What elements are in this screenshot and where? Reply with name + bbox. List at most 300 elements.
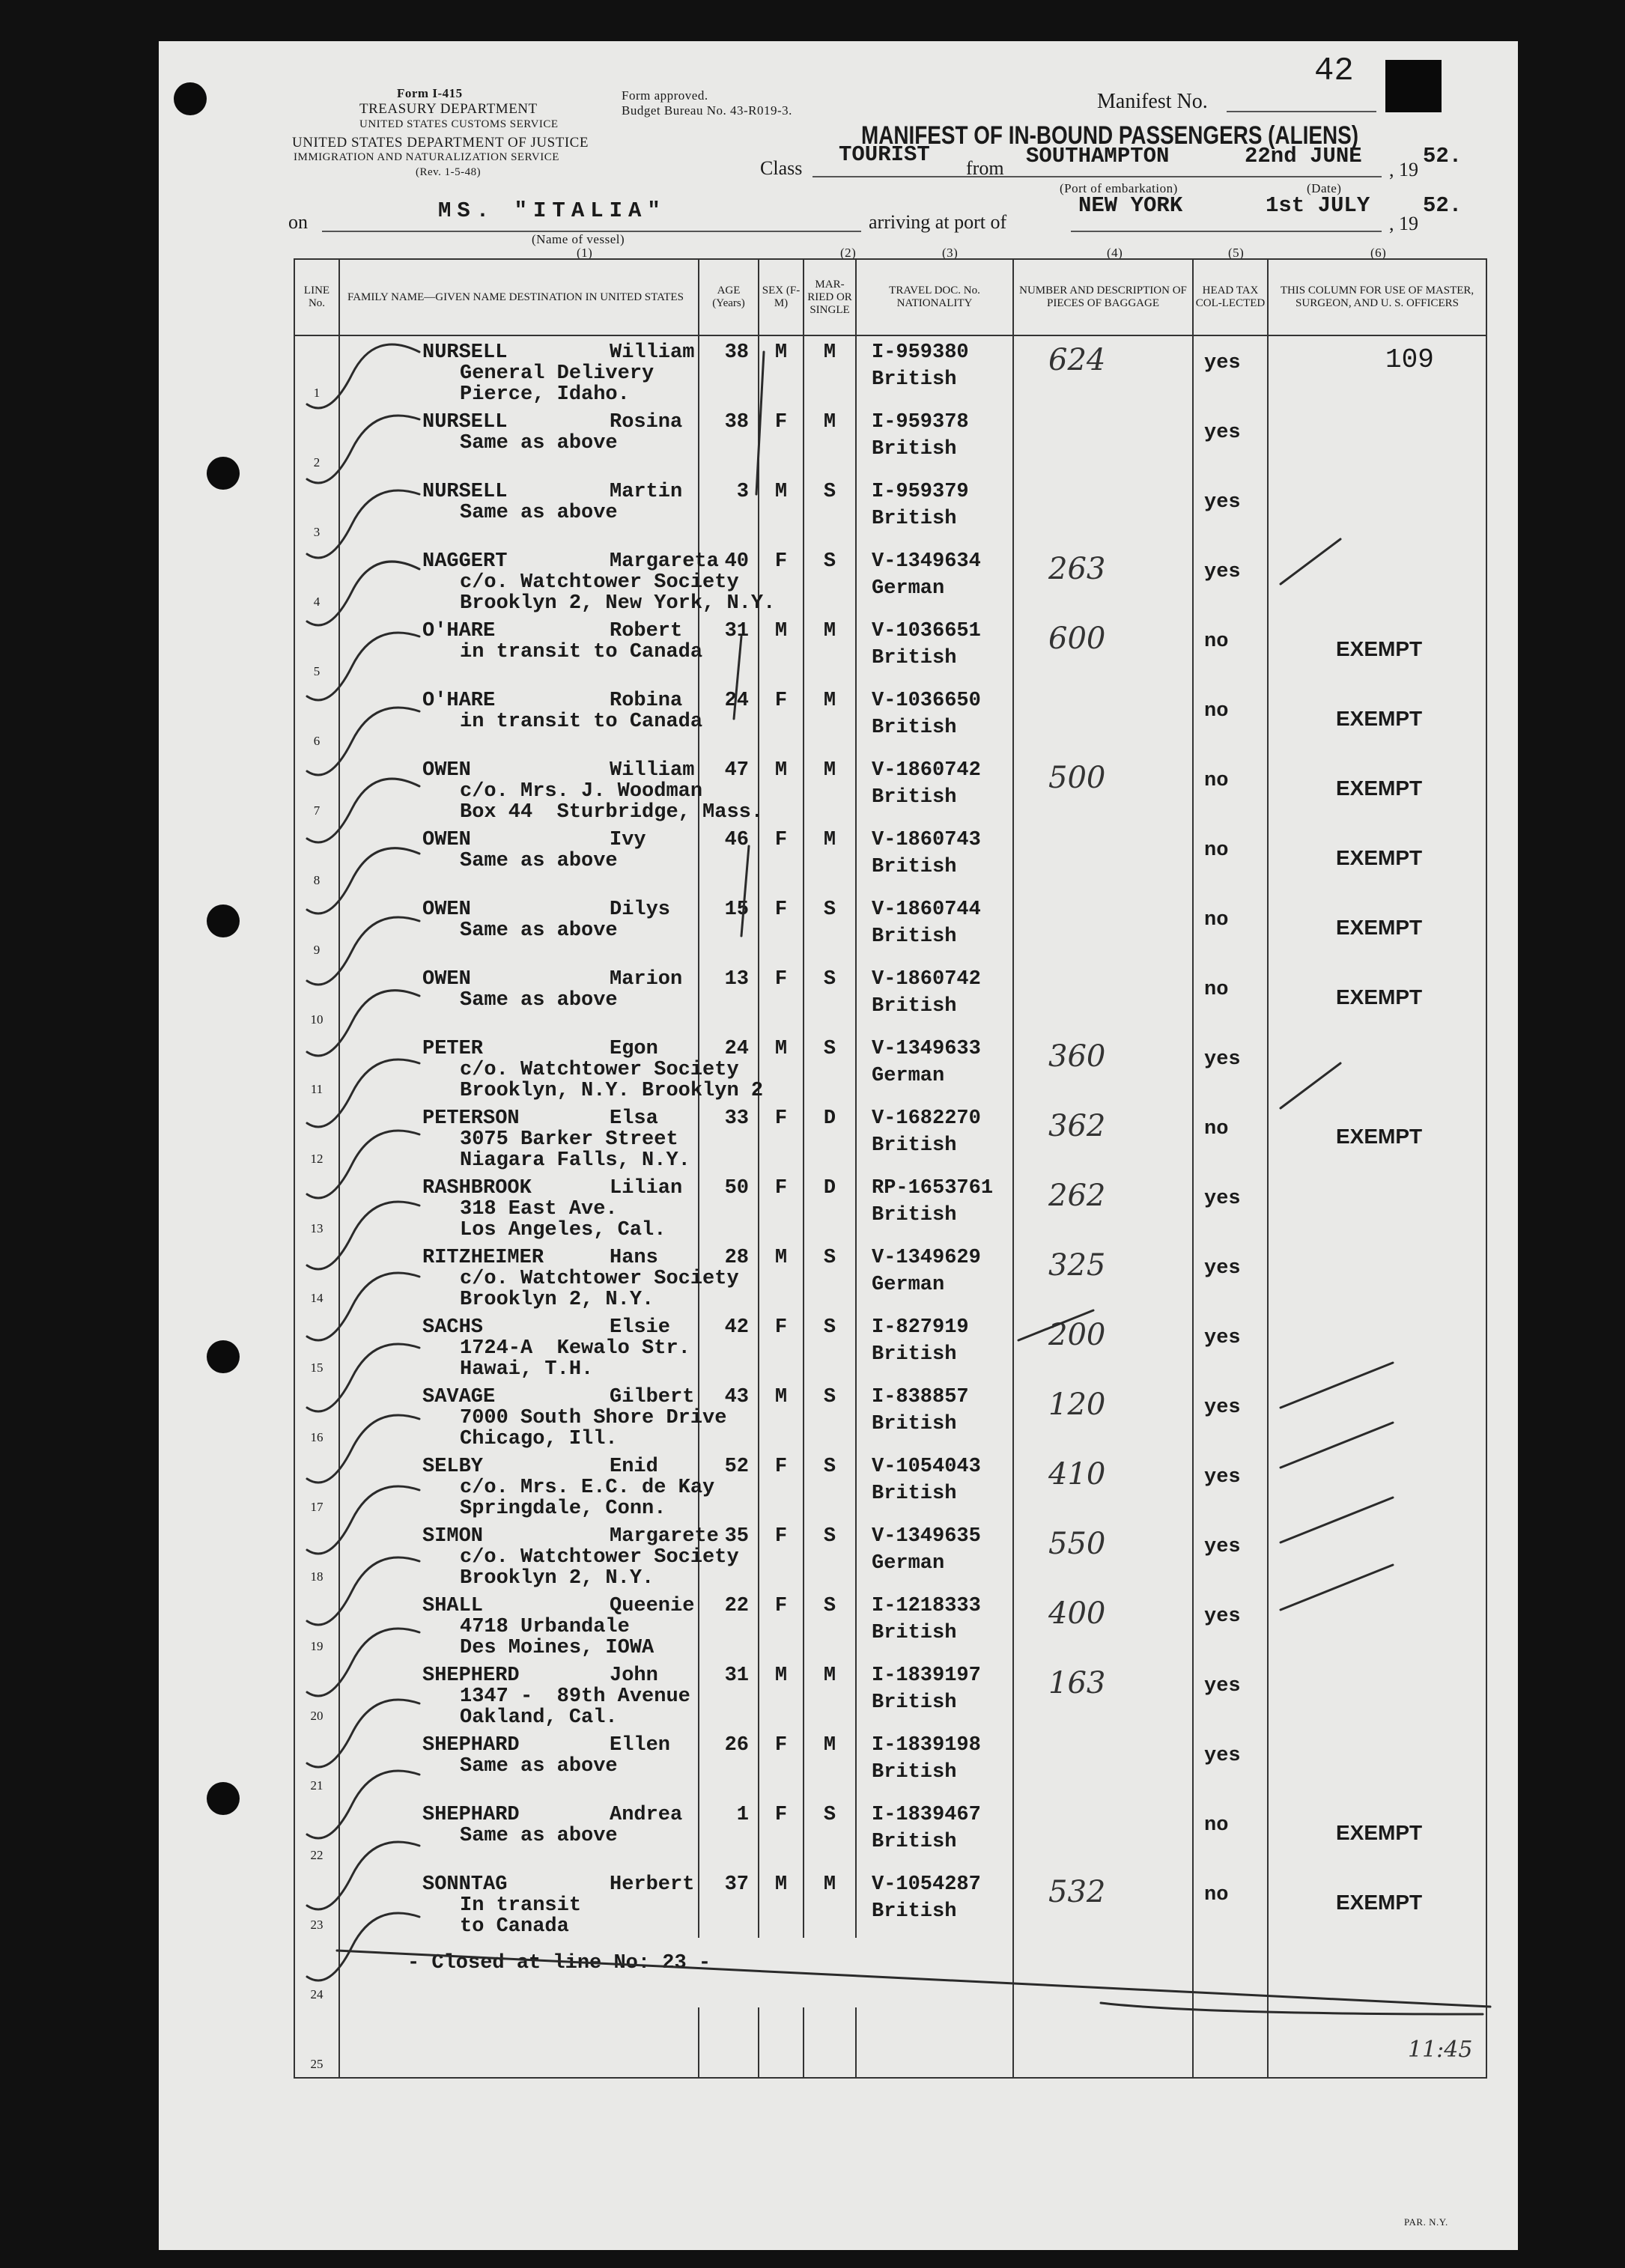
age: 40	[724, 550, 749, 573]
line-number: 19	[310, 1639, 324, 1653]
line-number: 21	[310, 1778, 324, 1793]
col-num-5: (5)	[1228, 246, 1245, 260]
form-number: Form I-415	[397, 86, 463, 100]
destination-line-1: Same as above	[460, 1755, 618, 1778]
line-number: 22	[310, 1848, 324, 1862]
nationality: British	[872, 1691, 957, 1714]
head-tax: yes	[1204, 1396, 1241, 1419]
nationality: British	[872, 1204, 957, 1226]
marital-status: S	[823, 550, 836, 573]
baggage-count: 200	[1048, 1318, 1106, 1352]
arrival-port: NEW YORK	[1078, 193, 1183, 218]
manifest-no-label: Manifest No.	[1097, 90, 1208, 113]
destination-line-2: Niagara Falls, N.Y.	[460, 1149, 690, 1172]
travel-doc-number: I-959380	[872, 341, 969, 364]
col-head-tax: HEAD TAX COL-LECTED	[1193, 259, 1268, 335]
marital-status: D	[823, 1177, 836, 1200]
given-name: Marion	[610, 968, 683, 991]
line-number: 12	[310, 1152, 324, 1166]
sex: F	[774, 1804, 788, 1826]
head-tax: no	[1204, 630, 1229, 653]
exempt-stamp: EXEMPT	[1336, 776, 1423, 800]
nationality: British	[872, 1343, 957, 1366]
class-value: TOURIST	[839, 142, 930, 167]
given-name: Queenie	[610, 1595, 695, 1617]
head-tax: yes	[1204, 1188, 1241, 1210]
sex: M	[774, 759, 788, 782]
nationality: British	[872, 995, 957, 1018]
sex: M	[774, 481, 788, 503]
travel-doc-number: V-1036650	[872, 690, 981, 712]
sex: M	[774, 1664, 788, 1687]
destination-line-1: 4718 Urbandale	[460, 1616, 630, 1638]
head-tax: yes	[1204, 1048, 1241, 1071]
line-number: 20	[310, 1709, 324, 1723]
exempt-stamp: EXEMPT	[1336, 846, 1423, 869]
line-number: 8	[313, 873, 321, 887]
age: 24	[724, 1038, 749, 1060]
head-tax: yes	[1204, 561, 1241, 583]
age: 42	[724, 1316, 749, 1339]
date-caption: (Date)	[1307, 181, 1342, 195]
family-name: SELBY	[422, 1456, 484, 1478]
family-name: SAVAGE	[422, 1386, 496, 1408]
destination-line-1: In transit	[460, 1894, 582, 1917]
age: 37	[724, 1873, 749, 1896]
given-name: Robina	[610, 690, 683, 712]
nationality: British	[872, 1483, 957, 1505]
col-baggage: NUMBER AND DESCRIPTION OF PIECES OF BAGGAGE	[1013, 259, 1193, 335]
destination-line-1: c/o. Watchtower Society	[460, 1268, 739, 1290]
head-tax: no	[1204, 700, 1229, 723]
from-year: 52.	[1423, 144, 1462, 168]
nationality: British	[872, 717, 957, 739]
age: 31	[724, 620, 749, 642]
baggage-count: 600	[1048, 621, 1106, 656]
destination-line-1: c/o. Mrs. J. Woodman	[460, 780, 703, 803]
marital-status: S	[823, 1386, 836, 1408]
line-number: 10	[310, 1012, 324, 1027]
family-name: NURSELL	[422, 481, 508, 503]
destination-line-2: Brooklyn 2, N.Y.	[460, 1289, 654, 1311]
sex: F	[774, 550, 788, 573]
sex: F	[774, 1734, 788, 1757]
sex: M	[774, 1386, 788, 1408]
nationality: British	[872, 1831, 957, 1853]
family-name: SIMON	[422, 1525, 484, 1548]
marital-status: M	[823, 1873, 836, 1896]
nationality: British	[872, 508, 957, 530]
head-tax: no	[1204, 1884, 1229, 1906]
exempt-stamp: EXEMPT	[1336, 916, 1423, 939]
exempt-stamp: EXEMPT	[1336, 985, 1423, 1009]
officer-note-number: 109	[1385, 344, 1434, 375]
marital-status: S	[823, 1456, 836, 1478]
given-name: Enid	[610, 1456, 658, 1478]
age: 13	[724, 968, 749, 991]
from-date: 22nd JUNE	[1245, 144, 1362, 168]
baggage-count: 120	[1048, 1387, 1106, 1422]
on-label: on	[288, 211, 308, 233]
destination-line-2: Los Angeles, Cal.	[460, 1219, 666, 1241]
travel-doc-number: V-1860742	[872, 968, 981, 991]
printer-mark: PAR. N.Y.	[1404, 2216, 1448, 2228]
marital-status: D	[823, 1107, 836, 1130]
destination-line-2: Hawai, T.H.	[460, 1358, 594, 1381]
given-name: Ivy	[610, 829, 646, 851]
col-num-2: (2)	[840, 246, 857, 260]
exempt-stamp: EXEMPT	[1336, 1891, 1423, 1914]
head-tax: yes	[1204, 491, 1241, 514]
line-number: 16	[310, 1430, 324, 1444]
age: 38	[724, 341, 749, 364]
exempt-stamp: EXEMPT	[1336, 637, 1423, 660]
sex: F	[774, 411, 788, 434]
travel-doc-number: V-1860744	[872, 899, 981, 921]
given-name: Dilys	[610, 899, 671, 921]
col-num-3: (3)	[942, 246, 959, 260]
from-label: from	[966, 157, 1004, 179]
marital-status: S	[823, 1804, 836, 1826]
family-name: SACHS	[422, 1316, 484, 1339]
nationality: British	[872, 1622, 957, 1644]
travel-doc-number: I-827919	[872, 1316, 969, 1339]
col-officers: THIS COLUMN FOR USE OF MASTER, SURGEON, AND U. S. OFFICERS	[1268, 259, 1486, 335]
line-number: 3	[313, 525, 321, 539]
head-tax: yes	[1204, 422, 1241, 444]
family-name: SHALL	[422, 1595, 484, 1617]
treasury-dept: TREASURY DEPARTMENT	[359, 101, 538, 117]
sex: F	[774, 1595, 788, 1617]
nationality: German	[872, 1065, 945, 1087]
destination-line-1: in transit to Canada	[460, 641, 703, 663]
marital-status: M	[823, 341, 836, 364]
justice-dept: UNITED STATES DEPARTMENT OF JUSTICE	[292, 135, 589, 151]
port-embark-caption: (Port of embarkation)	[1060, 181, 1178, 195]
travel-doc-number: I-959379	[872, 481, 969, 503]
line-number: 25	[310, 2057, 324, 2071]
arrival-date: 1st JULY	[1266, 193, 1370, 218]
marital-status: M	[823, 411, 836, 434]
baggage-count: 400	[1048, 1596, 1106, 1631]
destination-line-1: Same as above	[460, 989, 618, 1012]
family-name: NAGGERT	[422, 550, 508, 573]
head-tax: yes	[1204, 1327, 1241, 1349]
travel-doc-number: I-1839198	[872, 1734, 981, 1757]
age: 3	[736, 481, 749, 503]
age: 38	[724, 411, 749, 434]
nationality: British	[872, 1761, 957, 1784]
ins-service: IMMIGRATION AND NATURALIZATION SERVICE	[294, 151, 559, 163]
destination-line-1: 7000 South Shore Drive	[460, 1407, 727, 1429]
destination-line-1: Same as above	[460, 919, 618, 942]
travel-doc-number: V-1054287	[872, 1873, 981, 1896]
travel-doc-number: I-959378	[872, 411, 969, 434]
marital-status: S	[823, 1038, 836, 1060]
nationality: British	[872, 1134, 957, 1157]
year-prefix: , 19	[1389, 159, 1418, 180]
baggage-count: 163	[1048, 1666, 1106, 1700]
marital-status: S	[823, 1595, 836, 1617]
family-name: SHEPHARD	[422, 1804, 520, 1826]
destination-line-1: Same as above	[460, 502, 618, 524]
head-tax: yes	[1204, 1745, 1241, 1767]
arriving-label: arriving at port of	[869, 211, 1007, 233]
marital-status: S	[823, 1316, 836, 1339]
given-name: Hans	[610, 1247, 658, 1269]
travel-doc-number: V-1349634	[872, 550, 981, 573]
destination-line-2: Brooklyn, N.Y. Brooklyn 2	[460, 1080, 764, 1102]
exempt-stamp: EXEMPT	[1336, 1821, 1423, 1844]
family-name: NURSELL	[422, 341, 508, 364]
destination-line-1: 318 East Ave.	[460, 1198, 618, 1220]
col-name: FAMILY NAME—GIVEN NAME DESTINATION IN UNITED STATES	[339, 259, 699, 335]
marital-status: M	[823, 759, 836, 782]
destination-line-1: c/o. Mrs. E.C. de Kay	[460, 1477, 715, 1499]
travel-doc-number: V-1054043	[872, 1456, 981, 1478]
given-name: Margarete	[610, 1525, 719, 1548]
line-number: 7	[313, 803, 321, 818]
nationality: British	[872, 856, 957, 878]
family-name: NURSELL	[422, 411, 508, 434]
age: 50	[724, 1177, 749, 1200]
head-tax: no	[1204, 839, 1229, 862]
head-tax: no	[1204, 1814, 1229, 1837]
sex: F	[774, 1525, 788, 1548]
given-name: Martin	[610, 481, 683, 503]
destination-line-2: Springdale, Conn.	[460, 1498, 666, 1520]
col-sex: SEX (F-M)	[759, 259, 804, 335]
travel-doc-number: V-1349629	[872, 1247, 981, 1269]
line-number: 15	[310, 1361, 324, 1375]
sex: F	[774, 899, 788, 921]
travel-doc-number: V-1036651	[872, 620, 981, 642]
col-num-4: (4)	[1107, 246, 1123, 260]
family-name: SHEPHERD	[422, 1664, 520, 1687]
given-name: William	[610, 341, 695, 364]
baggage-count: 262	[1048, 1179, 1106, 1213]
line-number: 14	[310, 1291, 324, 1305]
family-name: O'HARE	[422, 620, 496, 642]
destination-line-1: in transit to Canada	[460, 711, 703, 733]
family-name: SHEPHARD	[422, 1734, 520, 1757]
destination-line-1: Same as above	[460, 432, 618, 454]
given-name: Andrea	[610, 1804, 683, 1826]
destination-line-1: c/o. Watchtower Society	[460, 571, 739, 594]
age: 33	[724, 1107, 749, 1130]
marital-status: M	[823, 690, 836, 712]
page-number: 42	[1314, 52, 1354, 90]
nationality: British	[872, 368, 957, 391]
destination-line-1: 1724-A Kewalo Str.	[460, 1337, 690, 1360]
head-tax: no	[1204, 770, 1229, 792]
sex: F	[774, 1456, 788, 1478]
given-name: Gilbert	[610, 1386, 695, 1408]
given-name: Ellen	[610, 1734, 671, 1757]
marital-status: M	[823, 1664, 836, 1687]
travel-doc-number: I-1839467	[872, 1804, 981, 1826]
destination-line-2: Box 44 Sturbridge, Mass.	[460, 801, 764, 824]
baggage-count: 500	[1048, 761, 1106, 795]
age: 22	[724, 1595, 749, 1617]
age: 47	[724, 759, 749, 782]
marital-status: S	[823, 481, 836, 503]
destination-line-2: Brooklyn 2, New York, N.Y.	[460, 592, 776, 615]
family-name: RASHBROOK	[422, 1177, 532, 1200]
line-number: 18	[310, 1569, 324, 1584]
destination-line-1: General Delivery	[460, 362, 654, 385]
nationality: German	[872, 577, 945, 600]
sex: M	[774, 1873, 788, 1896]
age: 31	[724, 1664, 749, 1687]
exempt-stamp: EXEMPT	[1336, 1125, 1423, 1148]
travel-doc-number: V-1860743	[872, 829, 981, 851]
baggage-count: 624	[1048, 343, 1106, 377]
given-name: John	[610, 1664, 658, 1687]
manifest-title: MANIFEST OF IN-BOUND PASSENGERS (ALIENS)	[861, 121, 1358, 150]
family-name: OWEN	[422, 968, 471, 991]
destination-line-1: 3075 Barker Street	[460, 1128, 678, 1151]
head-tax: yes	[1204, 1605, 1241, 1628]
col-travel-doc: TRAVEL DOC. No. NATIONALITY	[856, 259, 1013, 335]
nationality: German	[872, 1274, 945, 1296]
line-number: 1	[313, 386, 321, 400]
sex: M	[774, 1038, 788, 1060]
travel-doc-number: I-1218333	[872, 1595, 981, 1617]
destination-line-2: Brooklyn 2, N.Y.	[460, 1567, 654, 1590]
sex: F	[774, 829, 788, 851]
line-number: 2	[313, 455, 321, 469]
given-name: Lilian	[610, 1177, 683, 1200]
head-tax: yes	[1204, 1675, 1241, 1697]
line-number: 13	[310, 1221, 324, 1235]
destination-line-1: c/o. Watchtower Society	[460, 1546, 739, 1569]
vessel-name: MS. "ITALIA"	[438, 198, 666, 223]
class-label: Class	[760, 157, 803, 179]
head-tax: yes	[1204, 352, 1241, 374]
marital-status: S	[823, 968, 836, 991]
given-name: Herbert	[610, 1873, 695, 1896]
marital-status: S	[823, 1247, 836, 1269]
from-port: SOUTHAMPTON	[1026, 144, 1170, 168]
baggage-count: 263	[1048, 552, 1106, 586]
nationality: British	[872, 438, 957, 460]
line-number: 17	[310, 1500, 324, 1514]
travel-doc-number: I-1839197	[872, 1664, 981, 1687]
travel-doc-number: V-1860742	[872, 759, 981, 782]
sex: M	[774, 620, 788, 642]
head-tax: no	[1204, 909, 1229, 931]
travel-doc-number: V-1349635	[872, 1525, 981, 1548]
age: 1	[736, 1804, 749, 1826]
vessel-caption: (Name of vessel)	[532, 232, 625, 246]
nationality: British	[872, 925, 957, 948]
family-name: O'HARE	[422, 690, 496, 712]
given-name: Elsie	[610, 1316, 671, 1339]
sex: F	[774, 1177, 788, 1200]
line-number: 6	[313, 734, 321, 748]
head-tax: yes	[1204, 1257, 1241, 1280]
col-married: MAR-RIED OR SINGLE	[804, 259, 856, 335]
customs-service: UNITED STATES CUSTOMS SERVICE	[359, 118, 559, 130]
head-tax: no	[1204, 1118, 1229, 1140]
family-name: OWEN	[422, 829, 471, 851]
family-name: OWEN	[422, 759, 471, 782]
destination-line-1: c/o. Watchtower Society	[460, 1059, 739, 1081]
marital-status: M	[823, 620, 836, 642]
head-tax: yes	[1204, 1466, 1241, 1489]
destination-line-2: Pierce, Idaho.	[460, 383, 630, 406]
head-tax: no	[1204, 979, 1229, 1001]
age: 26	[724, 1734, 749, 1757]
baggage-count: 532	[1048, 1875, 1106, 1909]
closed-at-line: - Closed at line No: 23 -	[407, 1952, 711, 1974]
destination-line-2: Oakland, Cal.	[460, 1706, 618, 1729]
col-line: LINE No.	[294, 259, 339, 335]
sex: F	[774, 1107, 788, 1130]
given-name: Elsa	[610, 1107, 658, 1130]
marital-status: M	[823, 829, 836, 851]
age: 28	[724, 1247, 749, 1269]
approved-note: Form approved.	[622, 88, 708, 103]
exempt-stamp: EXEMPT	[1336, 707, 1423, 730]
sex: M	[774, 341, 788, 364]
col-num-6: (6)	[1370, 246, 1387, 260]
family-name: RITZHEIMER	[422, 1247, 544, 1269]
nationality: British	[872, 1900, 957, 1923]
baggage-count: 410	[1048, 1457, 1106, 1492]
head-tax: yes	[1204, 1536, 1241, 1558]
sex: F	[774, 690, 788, 712]
destination-line-1: Same as above	[460, 1825, 618, 1847]
line-number: 4	[313, 595, 321, 609]
given-name: William	[610, 759, 695, 782]
marital-status: S	[823, 899, 836, 921]
sex: F	[774, 1316, 788, 1339]
destination-line-1: Same as above	[460, 850, 618, 872]
marital-status: S	[823, 1525, 836, 1548]
line-number: 24	[310, 1987, 324, 2001]
nationality: British	[872, 1413, 957, 1435]
given-name: Margareta	[610, 550, 719, 573]
arrival-year: 52.	[1423, 193, 1462, 218]
family-name: PETER	[422, 1038, 484, 1060]
sex: F	[774, 968, 788, 991]
baggage-count: 362	[1048, 1109, 1106, 1143]
travel-doc-number: RP-1653761	[872, 1177, 994, 1200]
nationality: British	[872, 786, 957, 809]
col-num-1: (1)	[577, 246, 593, 260]
nationality: British	[872, 647, 957, 669]
line-number: 9	[313, 943, 321, 957]
destination-line-2: to Canada	[460, 1915, 569, 1938]
year-prefix-2: , 19	[1389, 213, 1418, 234]
destination-line-1: 1347 - 89th Avenue	[460, 1685, 690, 1708]
handwritten-note: 11:45	[1408, 2037, 1473, 2063]
sex: M	[774, 1247, 788, 1269]
destination-line-2: Chicago, Ill.	[460, 1428, 618, 1450]
destination-line-2: Des Moines, IOWA	[460, 1637, 654, 1659]
baggage-count: 360	[1048, 1039, 1106, 1074]
family-name: PETERSON	[422, 1107, 520, 1130]
age: 52	[724, 1456, 749, 1478]
family-name: SONNTAG	[422, 1873, 508, 1896]
line-number: 23	[310, 1918, 324, 1932]
given-name: Rosina	[610, 411, 683, 434]
given-name: Robert	[610, 620, 683, 642]
baggage-count: 325	[1048, 1248, 1106, 1283]
age: 24	[724, 690, 749, 712]
